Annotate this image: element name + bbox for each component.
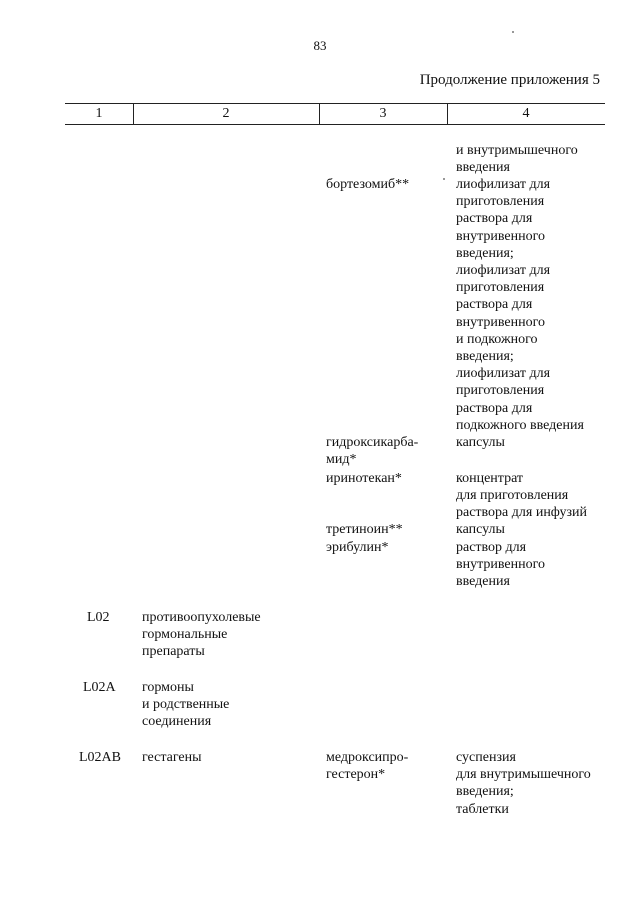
drug-name-cell: эрибулин*	[326, 540, 389, 555]
page-number: 83	[313, 38, 327, 53]
column-header-3: 3	[379, 106, 387, 121]
dosage-form-cell: раствор для внутривенного введения	[456, 540, 546, 590]
dosage-form-cell: лиофилизат для приготовления раствора для внутривенного введения; лиофилизат для приготовления раствора для внутривенного и подкожного введения; лиофилизат для приготовления раствора для подкожного введения	[456, 177, 584, 433]
column-header-4: 4	[522, 106, 530, 121]
drug-name-cell: гидроксикарба- мид*	[326, 435, 419, 468]
column-header-2: 2	[222, 106, 230, 121]
drug-name-cell: медроксипро- гестерон*	[326, 750, 409, 783]
column-header-1: 1	[95, 106, 103, 121]
drug-name-cell: третиноин**	[326, 522, 403, 537]
drug-name-cell: иринотекан*	[326, 471, 402, 486]
atc-group-cell: гестагены	[142, 750, 202, 765]
dosage-form-cell: капсулы	[456, 522, 505, 537]
scan-speck	[512, 31, 514, 33]
continuation-label: Продолжение приложения 5	[419, 72, 600, 88]
atc-group-cell: противоопухолевые гормональные препараты	[142, 610, 261, 660]
dosage-form-cell: суспензия для внутримышечного введения; таблетки	[456, 750, 591, 817]
atc-code-cell: L02	[87, 610, 110, 625]
atc-code-cell: L02A	[83, 680, 116, 695]
atc-group-cell: гормоны и родственные соединения	[142, 680, 230, 730]
scan-speck	[443, 178, 445, 180]
dosage-form-cell: капсулы	[456, 435, 505, 450]
dosage-form-cell: концентрат для приготовления раствора для инфузий	[456, 471, 588, 521]
drug-name-cell: бортезомиб**	[326, 177, 410, 192]
atc-code-cell: L02AB	[79, 750, 121, 765]
dosage-form-cell: и внутримышечного введения	[456, 143, 578, 176]
table-header	[65, 103, 605, 125]
